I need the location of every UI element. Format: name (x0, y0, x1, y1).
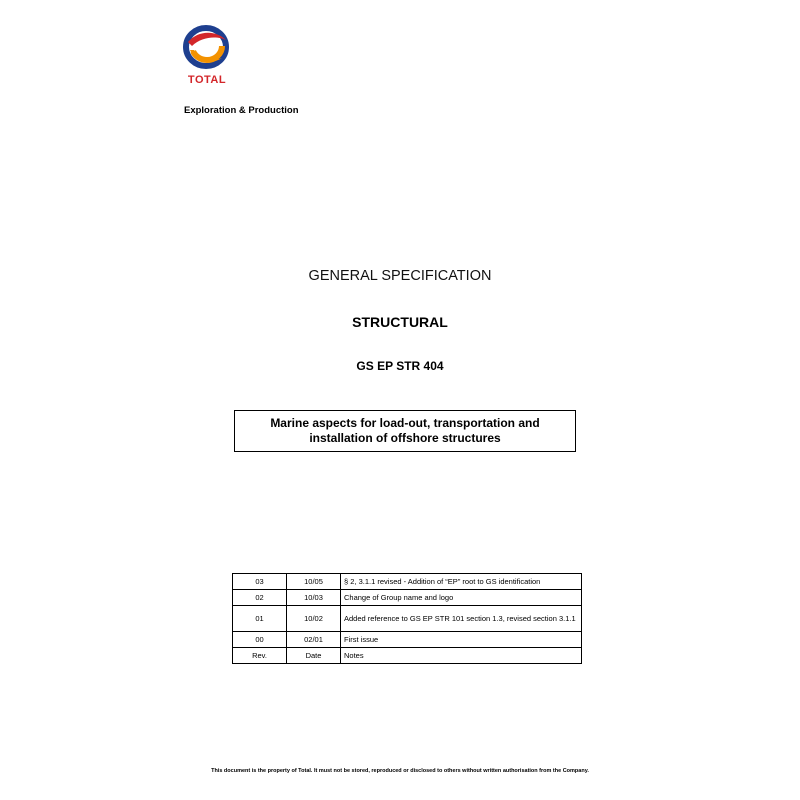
notes-cell: Added reference to GS EP STR 101 section 1.3, revised section 3.1.1 (341, 606, 582, 632)
total-logo-icon (180, 22, 234, 72)
date-column-header: Date (287, 648, 341, 664)
rev-cell: 03 (233, 574, 287, 590)
table-row (233, 574, 582, 590)
rev-cell: 00 (233, 632, 287, 648)
subject-line-2: installation of offshore structures (309, 431, 501, 445)
table-row (233, 606, 582, 632)
date-cell: 10/05 (287, 574, 341, 590)
date-cell: 10/03 (287, 590, 341, 606)
confidentiality-notice: This document is the property of Total. It must not be stored, reproduced or disclosed to others without written authorisation from the Company. (211, 768, 589, 774)
document-title: STRUCTURAL (352, 314, 448, 330)
document-reference: GS EP STR 404 (356, 359, 444, 373)
subject-line-1: Marine aspects for load-out, transportation and (270, 416, 540, 430)
document-type: GENERAL SPECIFICATION (308, 268, 492, 284)
notes-cell: Change of Group name and logo (341, 590, 582, 606)
notes-cell: First issue (341, 632, 582, 648)
date-cell: 10/02 (287, 606, 341, 632)
rev-cell: 01 (233, 606, 287, 632)
division-label: Exploration & Production (184, 105, 299, 116)
rev-cell: 02 (233, 590, 287, 606)
table-header-row (233, 648, 582, 664)
table-row (233, 632, 582, 648)
notes-cell: § 2, 3.1.1 revised - Addition of “EP” root to GS identification (341, 574, 582, 590)
notes-column-header: Notes (341, 648, 582, 664)
rev-column-header: Rev. (233, 648, 287, 664)
revision-table (232, 573, 582, 664)
date-cell: 02/01 (287, 632, 341, 648)
document-subject-box (234, 410, 576, 452)
company-logo (180, 22, 234, 90)
logo-wordmark: TOTAL (187, 74, 227, 86)
table-row (233, 590, 582, 606)
